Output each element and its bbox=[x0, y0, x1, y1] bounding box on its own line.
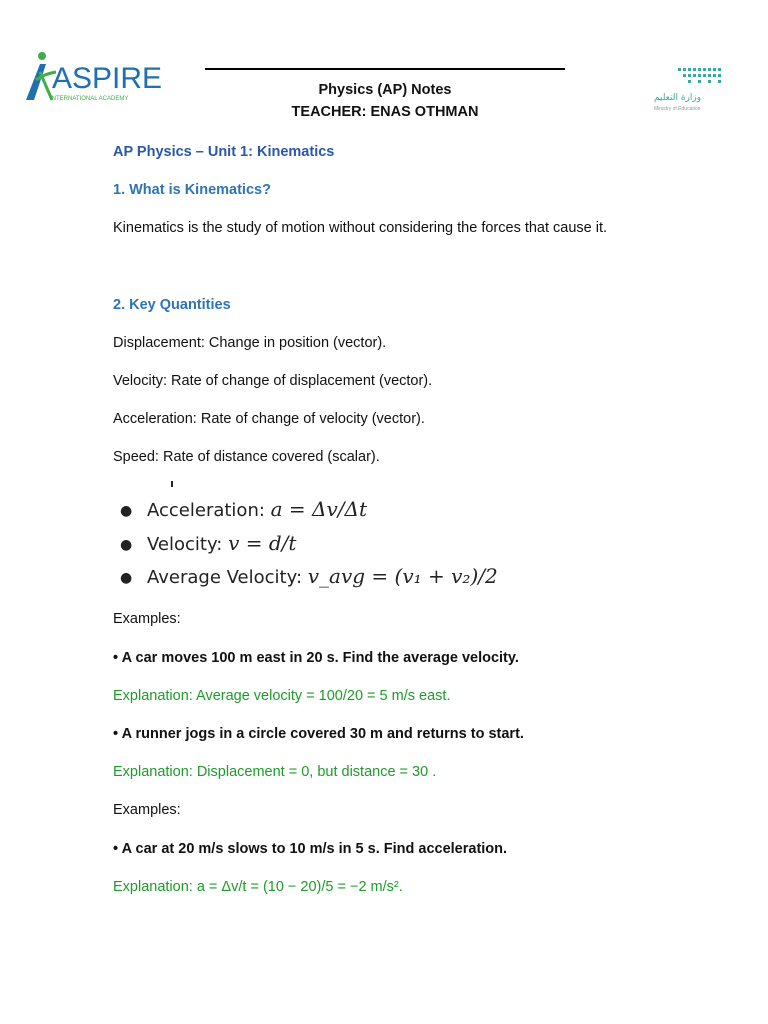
teacher-name: TEACHER: ENAS OTHMAN bbox=[291, 104, 479, 120]
document-title: Physics (AP) Notes bbox=[318, 82, 452, 98]
ministry-logo bbox=[650, 58, 726, 114]
equation-velocity bbox=[120, 531, 296, 555]
section2-heading: 2. Key Quantities bbox=[113, 297, 231, 313]
bullet-icon: ● bbox=[120, 570, 133, 586]
header-rule bbox=[205, 68, 565, 70]
aspire-logo bbox=[22, 50, 163, 106]
equation-math: v_avg = (v₁ + v₂)/2 bbox=[307, 564, 498, 588]
equation-label: Acceleration: bbox=[147, 500, 271, 521]
example-question: • A car at 20 m/s slows to 10 m/s in 5 s. Find acceleration. bbox=[113, 841, 508, 857]
example-explanation: Explanation: Displacement = 0, but distance = 30 . bbox=[113, 764, 437, 780]
unit-title: AP Physics – Unit 1: Kinematics bbox=[113, 144, 335, 160]
equation-label: Average Velocity: bbox=[147, 567, 308, 588]
bullet-icon: ● bbox=[120, 503, 133, 519]
examples-label: Examples: bbox=[113, 802, 181, 818]
quantity-displacement: Displacement: Change in position (vector). bbox=[113, 335, 387, 351]
example-question: • A runner jogs in a circle covered 30 m and returns to start. bbox=[113, 726, 524, 742]
equation-average-velocity bbox=[120, 564, 498, 588]
quantity-velocity: Velocity: Rate of change of displacement (vector). bbox=[113, 373, 433, 389]
section1-heading: 1. What is Kinematics? bbox=[113, 182, 271, 198]
equation-label: Velocity: bbox=[147, 534, 229, 555]
example-explanation: Explanation: a = Δv/t = (10 − 20)/5 = −2 m/s². bbox=[113, 879, 403, 895]
aspire-logo-subtext: INTERNATIONAL ACADEMY bbox=[50, 96, 129, 102]
equation-acceleration bbox=[120, 497, 367, 521]
ministry-logo-english: Ministry of Education bbox=[654, 106, 701, 112]
ministry-logo-arabic: وزارة التعليم bbox=[654, 93, 702, 103]
section1-text: Kinematics is the study of motion without considering the forces that cause it. bbox=[113, 220, 608, 236]
equation-math: v = d/t bbox=[228, 531, 297, 555]
stray-mark bbox=[171, 481, 173, 487]
bullet-icon: ● bbox=[120, 537, 133, 553]
examples-label: Examples: bbox=[113, 611, 181, 627]
example-explanation: Explanation: Average velocity = 100/20 = 5 m/s east. bbox=[113, 688, 451, 704]
aspire-logo-text: ASPIRE bbox=[52, 62, 163, 95]
quantity-speed: Speed: Rate of distance covered (scalar). bbox=[113, 449, 380, 465]
example-question: • A car moves 100 m east in 20 s. Find the average velocity. bbox=[113, 650, 519, 666]
quantity-acceleration: Acceleration: Rate of change of velocity (vector). bbox=[113, 411, 425, 427]
equation-math: a = Δv/Δt bbox=[270, 497, 367, 521]
